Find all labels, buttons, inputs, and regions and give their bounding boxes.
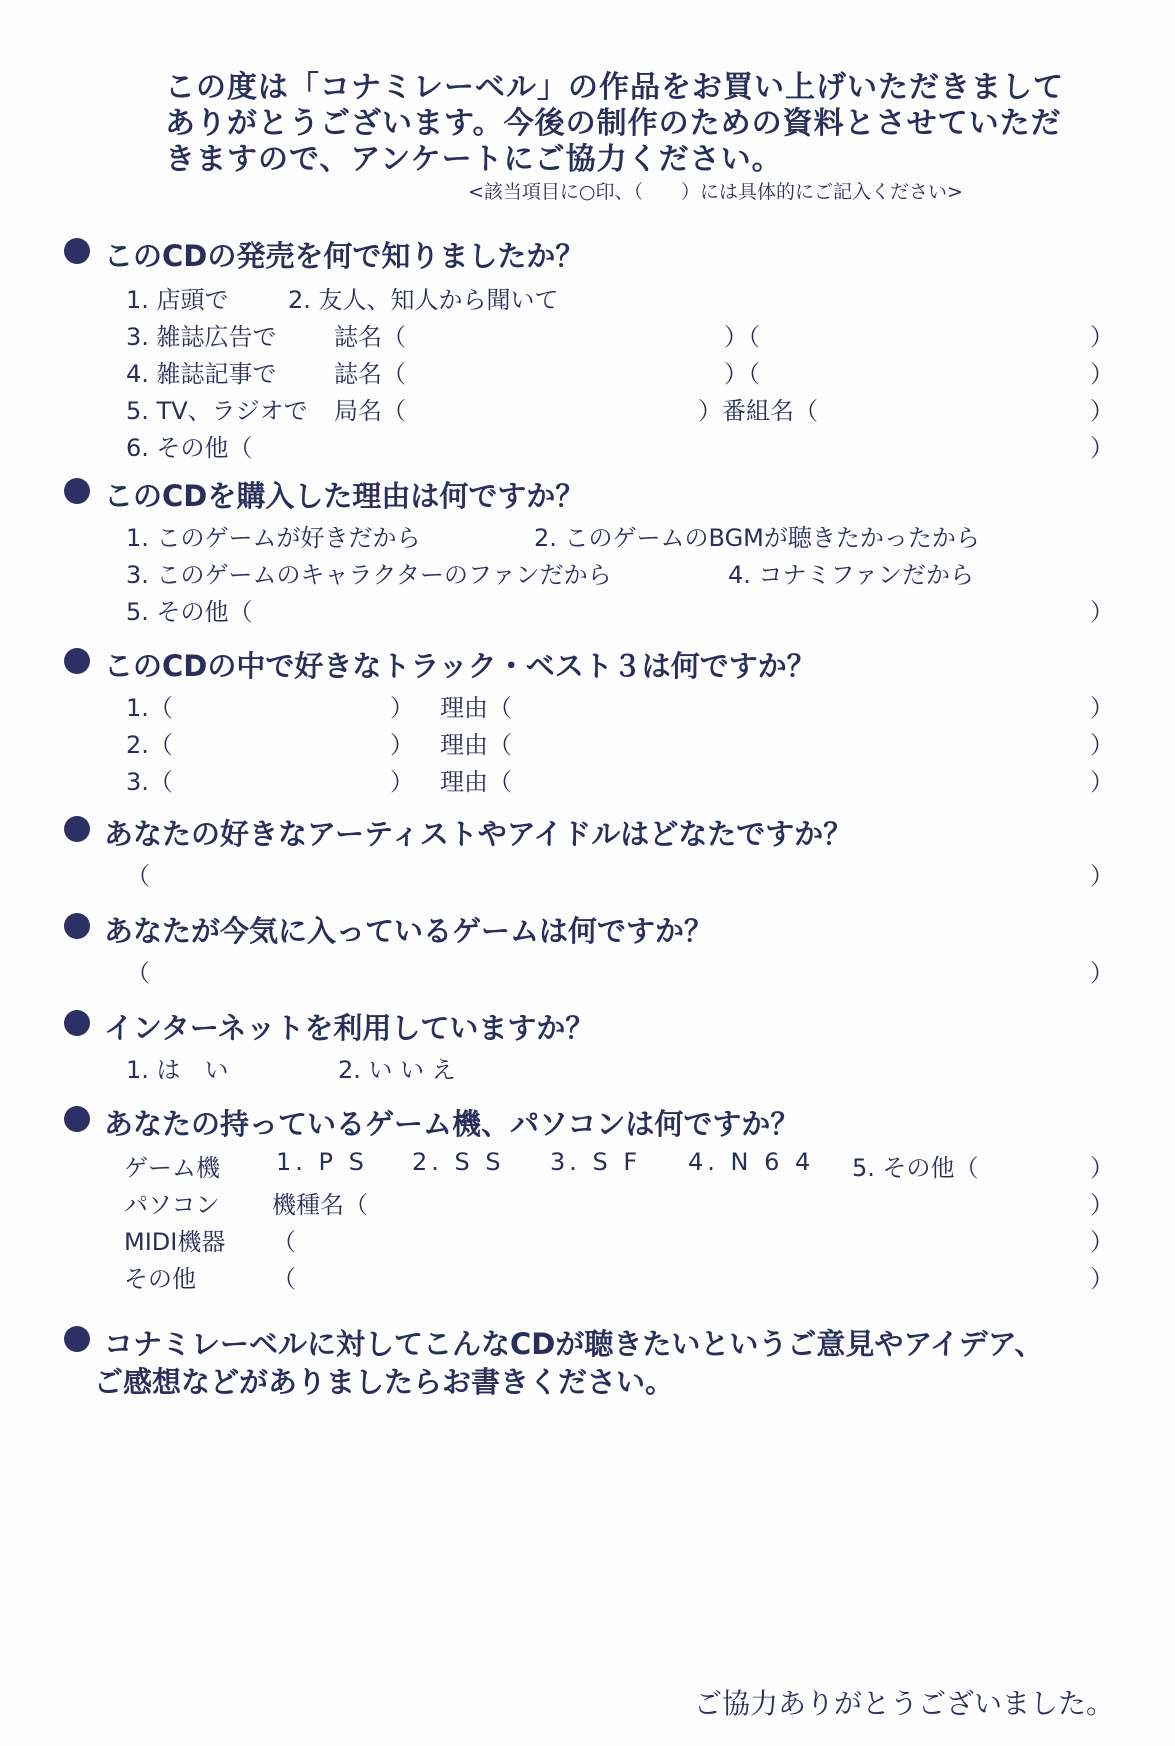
q2-option-5-close: ）	[1090, 598, 1114, 626]
q1-option-3-close: ）	[1090, 323, 1114, 351]
q7-game-ss[interactable]: 2. S S	[412, 1148, 505, 1176]
q3-track-1[interactable]: 1.（	[126, 694, 173, 722]
q7-game-n64[interactable]: 4. N 6 4	[688, 1148, 815, 1176]
q2-title: このCDを購入した理由は何ですか？	[104, 479, 585, 513]
q1-option-4[interactable]: 4. 雑誌記事で	[126, 360, 277, 388]
bullet-icon	[64, 1106, 90, 1132]
q7-other-close: ）	[1090, 1265, 1114, 1293]
q3-reason-1[interactable]: 理由（	[440, 694, 512, 722]
q7-midi-label: MIDI機器	[124, 1228, 226, 1256]
q5-answer-open[interactable]: （	[126, 959, 150, 987]
intro-line-1: この度は「コナミレーベル」の作品をお買い上げいただきまして	[165, 70, 1064, 105]
q3-track-3[interactable]: 3.（	[126, 768, 173, 796]
q3-track-2[interactable]: 2.（	[126, 731, 173, 759]
q1-option-5[interactable]: 5. TV、ラジオで	[126, 397, 308, 425]
q3-reason-2[interactable]: 理由（	[440, 731, 512, 759]
q7-pc-model-field[interactable]: 機種名（	[272, 1191, 368, 1219]
bullet-icon	[64, 816, 90, 842]
q7-game-ps[interactable]: 1. P S	[276, 1148, 368, 1176]
q5-title: あなたが今気に入っているゲームは何ですか？	[104, 914, 714, 948]
q1-option-1[interactable]: 1. 店頭で	[126, 286, 229, 314]
bullet-icon	[64, 913, 90, 939]
q4-title: あなたの好きなアーティストやアイドルはどなたですか？	[104, 817, 853, 851]
q2-option-1[interactable]: 1. このゲームが好きだから	[126, 524, 421, 552]
q1-option-3-mid: ）（	[724, 323, 760, 351]
q7-pc-close: ）	[1090, 1191, 1114, 1219]
bullet-icon	[64, 478, 90, 504]
q1-option-3-field[interactable]: 誌名（	[334, 323, 406, 351]
thanks-message: ご協力ありがとうございました。	[694, 1687, 1115, 1720]
q7-midi-close: ）	[1090, 1228, 1114, 1256]
q7-game-sf[interactable]: 3. S F	[550, 1148, 642, 1176]
q2-option-2[interactable]: 2. このゲームのBGMが聴きたかったから	[534, 524, 980, 552]
q7-title: あなたの持っているゲーム機、パソコンは何ですか？	[104, 1107, 800, 1141]
q7-game-other[interactable]: 5. その他（	[852, 1154, 979, 1182]
q3-title: このCDの中で好きなトラック・ベスト３は何ですか？	[104, 649, 816, 683]
q2-option-4[interactable]: 4. コナミファンだから	[728, 561, 975, 589]
q1-option-6[interactable]: 6. その他（	[126, 434, 253, 462]
intro-line-2: ありがとうございます。今後の制作のための資料とさせていただ	[165, 106, 1062, 141]
q7-game-other-close: ）	[1090, 1154, 1114, 1182]
q1-option-2[interactable]: 2. 友人、知人から聞いて	[288, 286, 559, 314]
q5-answer-close: ）	[1090, 959, 1114, 987]
intro-line-3: きますので、アンケートにご協力ください。	[165, 142, 783, 177]
q1-option-6-close: ）	[1090, 434, 1114, 462]
q3-reason-3-close: ）	[1090, 768, 1114, 796]
q1-option-5-field[interactable]: 局名（	[334, 397, 406, 425]
q7-other-open[interactable]: （	[272, 1265, 296, 1293]
q3-reason-2-close: ）	[1090, 731, 1114, 759]
q1-option-3[interactable]: 3. 雑誌広告で	[126, 323, 277, 351]
q3-track-3-close: ）	[390, 768, 414, 796]
q6-option-yes[interactable]: 1. は い	[126, 1056, 229, 1084]
q1-option-5-field2[interactable]: ）番組名（	[698, 397, 818, 425]
q7-midi-open[interactable]: （	[272, 1228, 296, 1256]
q7-other-label: その他	[124, 1265, 196, 1293]
q1-title: このCDの発売を何で知りましたか？	[104, 239, 585, 273]
instruction-note: <該当項目に○印、（ ）には具体的にご記入ください>	[468, 181, 963, 203]
q6-option-no[interactable]: 2. い い え	[338, 1056, 456, 1084]
bullet-icon	[64, 1010, 90, 1036]
bullet-icon	[64, 648, 90, 674]
q1-option-4-close: ）	[1090, 360, 1114, 388]
q3-reason-3[interactable]: 理由（	[440, 768, 512, 796]
bullet-icon	[64, 1326, 90, 1352]
q3-track-2-close: ）	[390, 731, 414, 759]
q2-option-3[interactable]: 3. このゲームのキャラクターのファンだから	[126, 561, 612, 589]
q7-pc-label: パソコン	[124, 1191, 220, 1219]
q4-answer-close: ）	[1090, 862, 1114, 890]
q8-line-2: ご感想などがありましたらお書きください。	[94, 1365, 675, 1399]
q4-answer-open[interactable]: （	[126, 862, 150, 890]
q1-option-4-mid: ）（	[724, 360, 760, 388]
q8-line-1: コナミレーベルに対してこんなCDが聴きたいというご意見やアイデア、	[104, 1327, 1044, 1361]
bullet-icon	[64, 238, 90, 264]
q1-option-5-close: ）	[1090, 397, 1114, 425]
q6-title: インターネットを利用していますか？	[104, 1011, 595, 1045]
q3-reason-1-close: ）	[1090, 694, 1114, 722]
q1-option-4-field[interactable]: 誌名（	[334, 360, 406, 388]
q2-option-5[interactable]: 5. その他（	[126, 598, 253, 626]
q3-track-1-close: ）	[390, 694, 414, 722]
q7-game-label: ゲーム機	[124, 1154, 220, 1182]
